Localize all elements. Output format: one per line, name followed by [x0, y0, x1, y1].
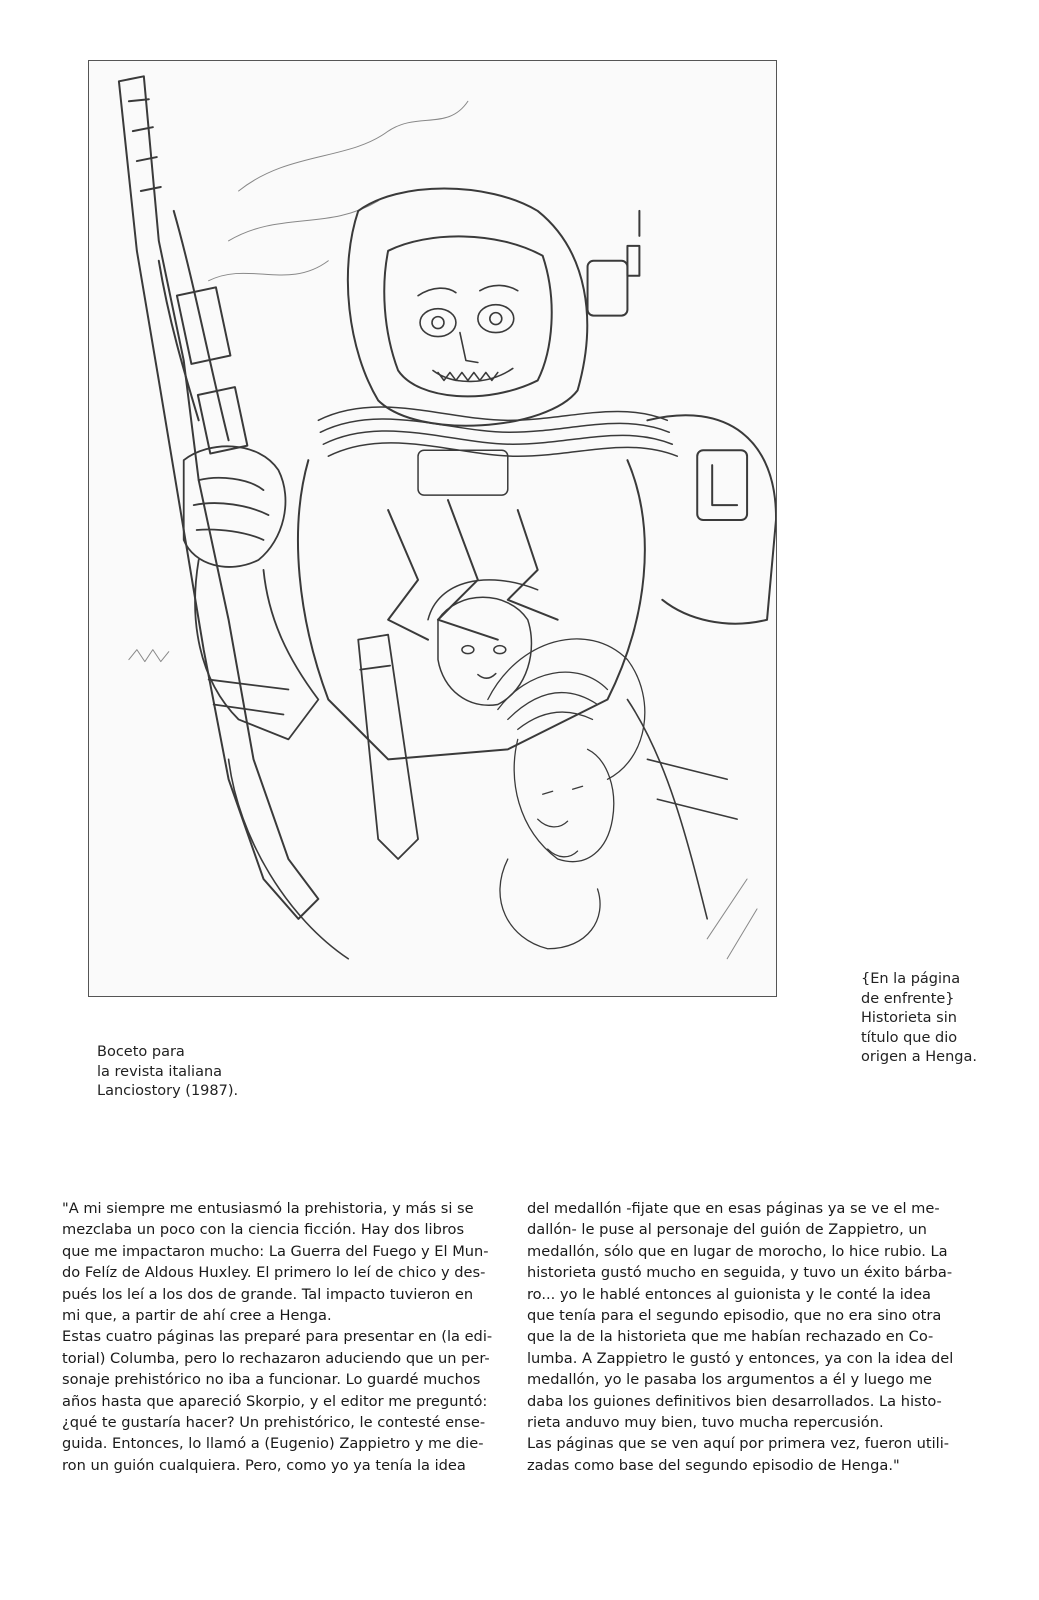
caption-line: la revista italiana: [97, 1063, 223, 1080]
caption-line: de enfrente}: [861, 990, 955, 1007]
caption-line: Historieta sin: [861, 1010, 957, 1026]
text-line: medallón, sólo que en lugar de morocho, lo hice rubio. La: [527, 1242, 948, 1260]
text-line: ron un guión cualquiera. Pero, como yo ya tenía la idea: [62, 1456, 466, 1474]
text-line: mezclaba un poco con la ciencia ficción. Hay dos libros: [62, 1221, 465, 1239]
text-line: pués los leí a los dos de grande. Tal impacto tuvieron en: [62, 1285, 474, 1303]
text-line: que la de la historieta que me habían rechazado en Co-: [527, 1328, 934, 1346]
text-line: años hasta que apareció Skorpio, y el editor me preguntó:: [62, 1392, 488, 1410]
text-line: sonaje prehistórico no iba a funcionar. Lo guardé muchos: [62, 1371, 481, 1389]
text-line: dallón- le puse al personaje del guión de Zappietro, un: [527, 1221, 927, 1239]
text-line: del medallón -fijate que en esas páginas ya se ve el me-: [527, 1200, 940, 1217]
text-line: ro... yo le hablé entonces al guionista y le conté la idea: [527, 1285, 931, 1303]
text-line: torial) Columba, pero lo rechazaron aduciendo que un per-: [62, 1349, 490, 1367]
caption-line: título que dio: [861, 1029, 958, 1046]
text-line: que me impactaron mucho: La Guerra del Fuego y El Mun-: [62, 1242, 489, 1260]
text-line: rieta anduvo muy bien, tuvo mucha repercusión.: [527, 1414, 884, 1432]
text-line: zadas como base del segundo episodio de Henga.": [527, 1456, 900, 1474]
text-line: mi que, a partir de ahí cree a Henga.: [62, 1307, 332, 1325]
text-line: historieta gustó mucho en seguida, y tuvo un éxito bárba-: [527, 1264, 953, 1282]
facing-page-caption: [861, 970, 977, 1068]
caption-line: Lanciostory (1987).: [97, 1083, 239, 1099]
text-line: Las páginas que se ven aquí por primera vez, fueron utili-: [527, 1435, 950, 1453]
text-line: guida. Entonces, lo llamó a (Eugenio) Zappietro y me die-: [62, 1435, 484, 1453]
text-line: Estas cuatro páginas las preparé para presentar en (la edi-: [62, 1328, 493, 1346]
text-line: daba los guiones definitivos bien desarrollados. La histo-: [527, 1392, 942, 1410]
text-line: que tenía para el segundo episodio, que no era sino otra: [527, 1307, 942, 1325]
caption-line: Boceto para: [97, 1044, 185, 1060]
caption-line: origen a Henga.: [861, 1049, 977, 1065]
text-line: lumba. A Zappietro le gustó y entonces, ya con la idea del: [527, 1349, 954, 1367]
body-text-right-column: [527, 1198, 973, 1476]
text-line: medallón, yo le pasaba los argumentos a él y luego me: [527, 1371, 933, 1389]
caption-line: {En la página: [861, 971, 961, 987]
text-line: do Felíz de Aldous Huxley. El primero lo leí de chico y des-: [62, 1264, 486, 1282]
text-line: ¿qué te gustaría hacer? Un prehistórico, le contesté ense-: [62, 1414, 486, 1432]
sketch-drawing: [89, 61, 776, 996]
body-text-left-column: [62, 1198, 508, 1476]
text-line: "A mi siempre me entusiasmó la prehistoria, y más si se: [62, 1200, 474, 1217]
sketch-illustration: [88, 60, 777, 997]
sketch-caption: [97, 1043, 238, 1102]
